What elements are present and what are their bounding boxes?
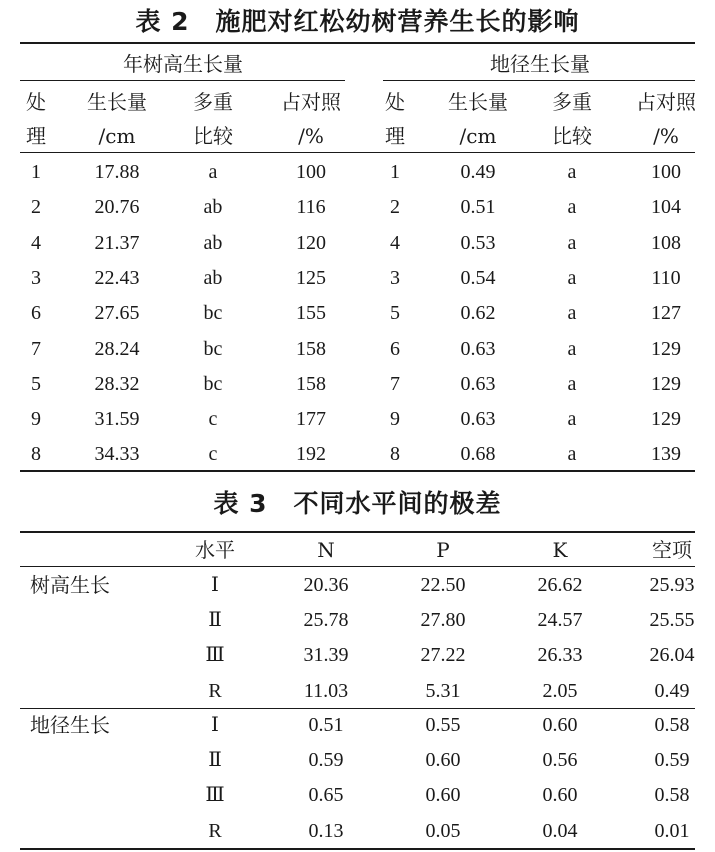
table2-cell: 104 bbox=[651, 196, 681, 219]
table2-group-rule-right bbox=[383, 80, 695, 81]
table3-group-label: 地径生长 bbox=[30, 713, 110, 737]
table3-cell: 2.05 bbox=[542, 679, 578, 702]
table3-cell: 0.60 bbox=[542, 714, 578, 736]
table2-cell: 0.62 bbox=[460, 302, 496, 325]
table2-cell: bc bbox=[203, 302, 223, 325]
table3-header: 水平 bbox=[195, 538, 235, 562]
table2-header-line1: 多重 bbox=[552, 90, 592, 114]
table2-group-rule-left bbox=[20, 80, 345, 81]
table2-header-line2: 比较 bbox=[552, 124, 592, 148]
table3-cell: 24.57 bbox=[537, 609, 583, 632]
table2-header-line1: 处 bbox=[385, 90, 405, 114]
table3-header: P bbox=[436, 538, 450, 562]
table2-cell: 0.68 bbox=[460, 443, 496, 466]
table3-header-rule bbox=[20, 566, 695, 567]
table2-cell: 1 bbox=[31, 161, 41, 183]
table3-cell: 20.36 bbox=[303, 574, 349, 596]
table2-cell: c bbox=[208, 408, 218, 431]
table3-cell: 11.03 bbox=[303, 679, 349, 702]
table3-title: 表 3 不同水平间的极差 bbox=[213, 489, 502, 518]
table2-cell: 0.63 bbox=[460, 337, 496, 360]
table2-header-line1: 生长量 bbox=[87, 90, 147, 114]
table2-header-line2: /cm bbox=[98, 124, 136, 148]
table3-cell: Ⅰ bbox=[211, 714, 219, 736]
table2-cell: 155 bbox=[296, 302, 326, 325]
table2-cell: a bbox=[567, 302, 577, 325]
table2-cell: a bbox=[567, 231, 577, 254]
table2-cell: a bbox=[567, 196, 577, 219]
table3-cell: 26.62 bbox=[537, 574, 583, 596]
table2-cell: 0.54 bbox=[460, 266, 496, 289]
table3-cell: 0.55 bbox=[425, 714, 461, 736]
table2-cell: 177 bbox=[296, 408, 326, 431]
table2-cell: 1 bbox=[390, 161, 400, 183]
table2-cell: 0.49 bbox=[460, 161, 496, 183]
table2-cell: 125 bbox=[296, 266, 326, 289]
table2-cell: 34.33 bbox=[94, 443, 140, 466]
table2-cell: 129 bbox=[651, 372, 681, 395]
table3-cell: Ⅲ bbox=[205, 784, 225, 807]
table2-cell: 4 bbox=[31, 231, 41, 254]
table3-cell: 0.01 bbox=[654, 819, 690, 842]
table3-cell: 27.80 bbox=[420, 609, 466, 632]
table2-cell: 5 bbox=[390, 302, 400, 325]
table2-cell: 27.65 bbox=[94, 302, 140, 325]
table2-cell: a bbox=[567, 443, 577, 466]
table2-header-line2: /% bbox=[298, 124, 324, 148]
table2-cell: a bbox=[567, 408, 577, 431]
table3-cell: 0.58 bbox=[654, 714, 690, 736]
table2-header-line1: 生长量 bbox=[448, 90, 508, 114]
table3-cell: 22.50 bbox=[420, 574, 466, 596]
table2-cell: 5 bbox=[31, 372, 41, 395]
table3-cell: 25.55 bbox=[649, 609, 695, 632]
table3-cell: 31.39 bbox=[303, 644, 349, 667]
table2-cell: 139 bbox=[651, 443, 681, 466]
table2-header-line2: 理 bbox=[26, 124, 46, 148]
table2-cell: 20.76 bbox=[94, 196, 140, 219]
table2-header-line2: 比较 bbox=[193, 124, 233, 148]
table2-cell: 8 bbox=[31, 443, 41, 466]
table2-cell: 129 bbox=[651, 337, 681, 360]
table2-cell: 2 bbox=[31, 196, 41, 219]
table3-cell: 0.51 bbox=[308, 714, 344, 736]
table2-cell: 100 bbox=[651, 161, 681, 183]
table3-cell: 0.58 bbox=[654, 784, 690, 807]
table2-cell: ab bbox=[203, 231, 223, 254]
table2-header-line1: 处 bbox=[26, 90, 46, 114]
table2-title: 表 2 施肥对红松幼树营养生长的影响 bbox=[135, 7, 580, 36]
table2-cell: 6 bbox=[31, 302, 41, 325]
table2-cell: 3 bbox=[390, 266, 400, 289]
table2-cell: 31.59 bbox=[94, 408, 140, 431]
table2-cell: 17.88 bbox=[94, 161, 140, 183]
table3-cell: 0.49 bbox=[654, 679, 690, 702]
table2-header-line2: 理 bbox=[385, 124, 405, 148]
table2-cell: 8 bbox=[390, 443, 400, 466]
table2-header-line1: 占对照 bbox=[281, 90, 341, 114]
table3-cell: 0.56 bbox=[542, 749, 578, 772]
table2-header-line1: 占对照 bbox=[636, 90, 696, 114]
table2-group-diameter: 地径生长量 bbox=[490, 52, 590, 76]
table2-cell: 116 bbox=[296, 196, 326, 219]
table2-cell: 4 bbox=[390, 231, 400, 254]
table3-cell: 25.78 bbox=[303, 609, 349, 632]
table2-cell: 9 bbox=[390, 408, 400, 431]
table2-cell: ab bbox=[203, 266, 223, 289]
table2-cell: 192 bbox=[296, 443, 326, 466]
table2-cell: 120 bbox=[296, 231, 326, 254]
table2-cell: 6 bbox=[390, 337, 400, 360]
table3-cell: R bbox=[208, 819, 222, 842]
table3-cell: 0.65 bbox=[308, 784, 344, 807]
table2-cell: a bbox=[567, 161, 577, 183]
table2-cell: 110 bbox=[651, 266, 681, 289]
table3-header: K bbox=[552, 538, 568, 562]
table2-header-line2: /cm bbox=[459, 124, 497, 148]
table2-cell: 9 bbox=[31, 408, 41, 431]
table2-cell: 127 bbox=[651, 302, 681, 325]
table3-header: 空项 bbox=[652, 538, 692, 562]
table2-cell: 0.63 bbox=[460, 372, 496, 395]
table3-cell: 0.60 bbox=[425, 749, 461, 772]
table3-cell: 0.13 bbox=[308, 819, 344, 842]
table3-cell: 26.04 bbox=[649, 644, 695, 667]
table3-cell: R bbox=[208, 679, 222, 702]
table2-cell: a bbox=[567, 337, 577, 360]
table2-cell: 7 bbox=[31, 337, 41, 360]
table2-cell: 158 bbox=[296, 337, 326, 360]
table2-cell: 158 bbox=[296, 372, 326, 395]
table2-header-rule bbox=[20, 152, 695, 153]
table2-cell: 22.43 bbox=[94, 266, 140, 289]
table2-cell: 108 bbox=[651, 231, 681, 254]
table2-cell: 129 bbox=[651, 408, 681, 431]
table2-cell: ab bbox=[203, 196, 223, 219]
table3-cell: 0.05 bbox=[425, 819, 461, 842]
table2-cell: 0.63 bbox=[460, 408, 496, 431]
table2-cell: 2 bbox=[390, 196, 400, 219]
table2-group-height: 年树高生长量 bbox=[123, 52, 243, 76]
table3-group-rule bbox=[20, 708, 695, 709]
table2-cell: c bbox=[208, 443, 218, 466]
table3-cell: 27.22 bbox=[420, 644, 466, 667]
table3-cell: Ⅱ bbox=[208, 609, 222, 632]
table3-cell: Ⅰ bbox=[211, 574, 219, 596]
table2-cell: 28.24 bbox=[94, 337, 140, 360]
table3-cell: 0.60 bbox=[542, 784, 578, 807]
table3-cell: Ⅱ bbox=[208, 749, 222, 772]
table3-cell: 0.59 bbox=[654, 749, 690, 772]
table3-top-rule bbox=[20, 531, 695, 533]
table3-cell: 26.33 bbox=[537, 644, 583, 667]
table2-cell: a bbox=[208, 161, 218, 183]
table2-top-rule bbox=[20, 42, 695, 44]
table2-cell: 28.32 bbox=[94, 372, 140, 395]
table2-cell: 0.51 bbox=[460, 196, 496, 219]
table2-header-line1: 多重 bbox=[193, 90, 233, 114]
table3-header: N bbox=[317, 538, 335, 562]
table3-cell: Ⅲ bbox=[205, 644, 225, 667]
table3-cell: 25.93 bbox=[649, 574, 695, 596]
table2-cell: 100 bbox=[296, 161, 326, 183]
table3-cell: 5.31 bbox=[425, 679, 461, 702]
table2-cell: a bbox=[567, 266, 577, 289]
table2-cell: 7 bbox=[390, 372, 400, 395]
table2-cell: 0.53 bbox=[460, 231, 496, 254]
table3-bottom-rule bbox=[20, 848, 695, 850]
table2-bottom-rule bbox=[20, 470, 695, 472]
table2-header-line2: /% bbox=[653, 124, 679, 148]
table3-cell: 0.04 bbox=[542, 819, 578, 842]
table3-cell: 0.59 bbox=[308, 749, 344, 772]
table2-cell: 3 bbox=[31, 266, 41, 289]
table2-cell: bc bbox=[203, 337, 223, 360]
table2-cell: bc bbox=[203, 372, 223, 395]
table3-cell: 0.60 bbox=[425, 784, 461, 807]
table3-group-label: 树高生长 bbox=[30, 573, 110, 597]
table2-cell: a bbox=[567, 372, 577, 395]
table2-cell: 21.37 bbox=[94, 231, 140, 254]
